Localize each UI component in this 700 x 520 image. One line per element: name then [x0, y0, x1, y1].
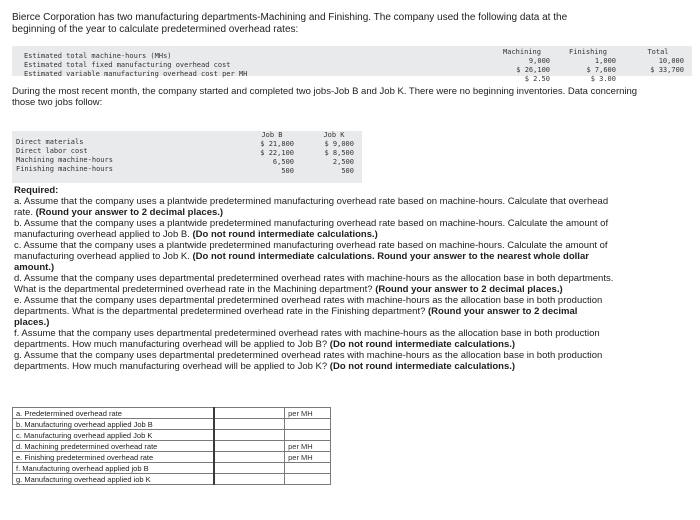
answer-unit: per MH — [285, 452, 331, 463]
column-header: Job B — [261, 131, 283, 139]
total-column — [632, 48, 684, 75]
requirement-b — [14, 218, 614, 240]
answer-label: d. Machining predetermined overhead rate — [13, 441, 214, 452]
answer-unit: per MH — [285, 408, 331, 419]
answer-row — [13, 452, 331, 463]
requirement-a — [14, 196, 614, 218]
finishing-column — [560, 48, 616, 84]
answer-unit — [285, 430, 331, 441]
answer-input[interactable] — [214, 430, 285, 441]
machining-column — [494, 48, 550, 84]
cell: 6,500 — [272, 158, 294, 166]
required-section — [14, 185, 614, 372]
requirement-d-text: d. Assume that the company uses departmental predetermined overhead rates with machine-hours as the allocation base in both departments. What is the departmental predetermined overhead rate in the Machining department? — [14, 273, 614, 295]
requirement-a-note: (Round your answer to 2 decimal places.) — [35, 207, 224, 218]
job-b-column — [250, 131, 294, 176]
cell: $ 9,000 — [324, 140, 354, 148]
cell: $ 22,100 — [260, 149, 294, 157]
row-label: Estimated total fixed manufacturing overhead cost — [24, 61, 231, 69]
requirement-a-text: a. Assume that the company uses a plantwide predetermined manufacturing overhead rate based on machine-hours. Calculate that overhead rate. — [14, 196, 609, 218]
cell: $ 21,800 — [260, 140, 294, 148]
answer-row — [13, 463, 331, 474]
answer-label: c. Manufacturing overhead applied Job K — [13, 430, 214, 441]
requirement-c — [14, 240, 614, 273]
answer-row — [13, 441, 331, 452]
cell: 1,000 — [594, 57, 616, 65]
cell: $ 7,600 — [586, 66, 616, 74]
row-label: Direct labor cost — [16, 147, 88, 155]
requirement-f-text: f. Assume that the company uses departmental predetermined overhead rates with machine-hours as the allocation base in both production departments. How much manufacturing overhead will be applied to Job B? — [14, 328, 600, 350]
cell: 2,500 — [332, 158, 354, 166]
requirement-e-text: e. Assume that the company uses departmental predetermined overhead rates with machine-hours as the allocation base in both production departments. What is the departmental predetermined overhead rate in the Finishing department? — [14, 295, 603, 317]
cell: 10,000 — [658, 57, 684, 65]
job-k-column — [314, 131, 354, 176]
answer-unit: per MH — [285, 441, 331, 452]
column-header: Job K — [323, 131, 345, 139]
row-label: Estimated total machine-hours (MHs) — [24, 52, 172, 60]
department-data-row-labels — [24, 52, 247, 79]
requirement-g — [14, 350, 614, 372]
answer-row — [13, 408, 331, 419]
problem-intro: Bierce Corporation has two manufacturing departments-Machining and Finishing. The company used the following data at the beginning of the year to calculate predetermined overhead rates: — [12, 12, 568, 35]
requirement-d — [14, 273, 614, 295]
row-label: Finishing machine-hours — [16, 165, 113, 173]
requirement-d-note: (Round your answer to 2 decimal places.) — [375, 284, 563, 295]
job-data-table — [12, 131, 362, 183]
answer-label: e. Finishing predetermined overhead rate — [13, 452, 214, 463]
answer-input[interactable] — [214, 441, 285, 452]
answer-input[interactable] — [214, 474, 285, 485]
answer-label: b. Manufacturing overhead applied Job B — [13, 419, 214, 430]
answer-input[interactable] — [214, 452, 285, 463]
requirement-b-note: (Do not round intermediate calculations.) — [192, 229, 378, 240]
requirement-c-note: (Do not round intermediate calculations. Round your answer to the nearest whole dollar amount.) — [14, 251, 589, 273]
cell: 500 — [281, 167, 294, 175]
answer-input[interactable] — [214, 463, 285, 474]
cell: $ 8,500 — [324, 149, 354, 157]
answer-row — [13, 474, 331, 485]
answer-unit — [285, 463, 331, 474]
answer-unit — [285, 474, 331, 485]
answer-unit — [285, 419, 331, 430]
cell: 500 — [341, 167, 354, 175]
requirement-g-note: (Do not round intermediate calculations.) — [329, 361, 516, 372]
requirement-e — [14, 295, 614, 328]
jobs-intro: During the most recent month, the company started and completed two jobs-Job B and Job K. There were no beginning inventories. Data concerning those two jobs follow: — [12, 86, 638, 108]
answer-input[interactable] — [214, 419, 285, 430]
job-data-row-labels — [16, 138, 113, 174]
answer-label: a. Predetermined overhead rate — [13, 408, 214, 419]
answer-input[interactable] — [214, 408, 285, 419]
answer-table — [12, 407, 331, 485]
requirement-g-text: g. Assume that the company uses departmental predetermined overhead rates with machine-hours as the allocation base in both production departments. How much manufacturing overhead will be applied to Job K? — [14, 350, 603, 372]
requirement-f — [14, 328, 614, 350]
requirement-c-text: c. Assume that the company uses a plantwide predetermined manufacturing overhead rate based on machine-hours. Calculate the amount of manufacturing overhead applied to Job K. — [14, 240, 608, 262]
requirement-f-note: (Do not round intermediate calculations.) — [329, 339, 516, 350]
cell: $ 26,100 — [516, 66, 550, 74]
cell: 9,000 — [528, 57, 550, 65]
column-header: Finishing — [569, 48, 607, 56]
cell: $ 3.00 — [590, 75, 616, 83]
row-label: Direct materials — [16, 138, 84, 146]
requirement-e-note: (Round your answer to 2 decimal places.) — [14, 306, 578, 328]
row-label: Machining machine-hours — [16, 156, 113, 164]
answer-label: f. Manufacturing overhead applied job B — [13, 463, 214, 474]
column-header: Machining — [503, 48, 541, 56]
row-label: Estimated variable manufacturing overhead cost per MH — [24, 70, 248, 78]
required-heading: Required: — [14, 185, 59, 196]
answer-label: g. Manufacturing overhead applied iob K — [13, 474, 214, 485]
cell: $ 2.50 — [524, 75, 550, 83]
answer-row — [13, 419, 331, 430]
column-header: Total — [647, 48, 669, 56]
answer-row — [13, 430, 331, 441]
department-data-table — [12, 46, 692, 83]
cell: $ 33,700 — [650, 66, 684, 74]
requirement-b-text: b. Assume that the company uses a plantwide predetermined manufacturing overhead rate based on machine-hours. Calculate the amount of manufacturing overhead applied to Job B. — [14, 218, 609, 240]
